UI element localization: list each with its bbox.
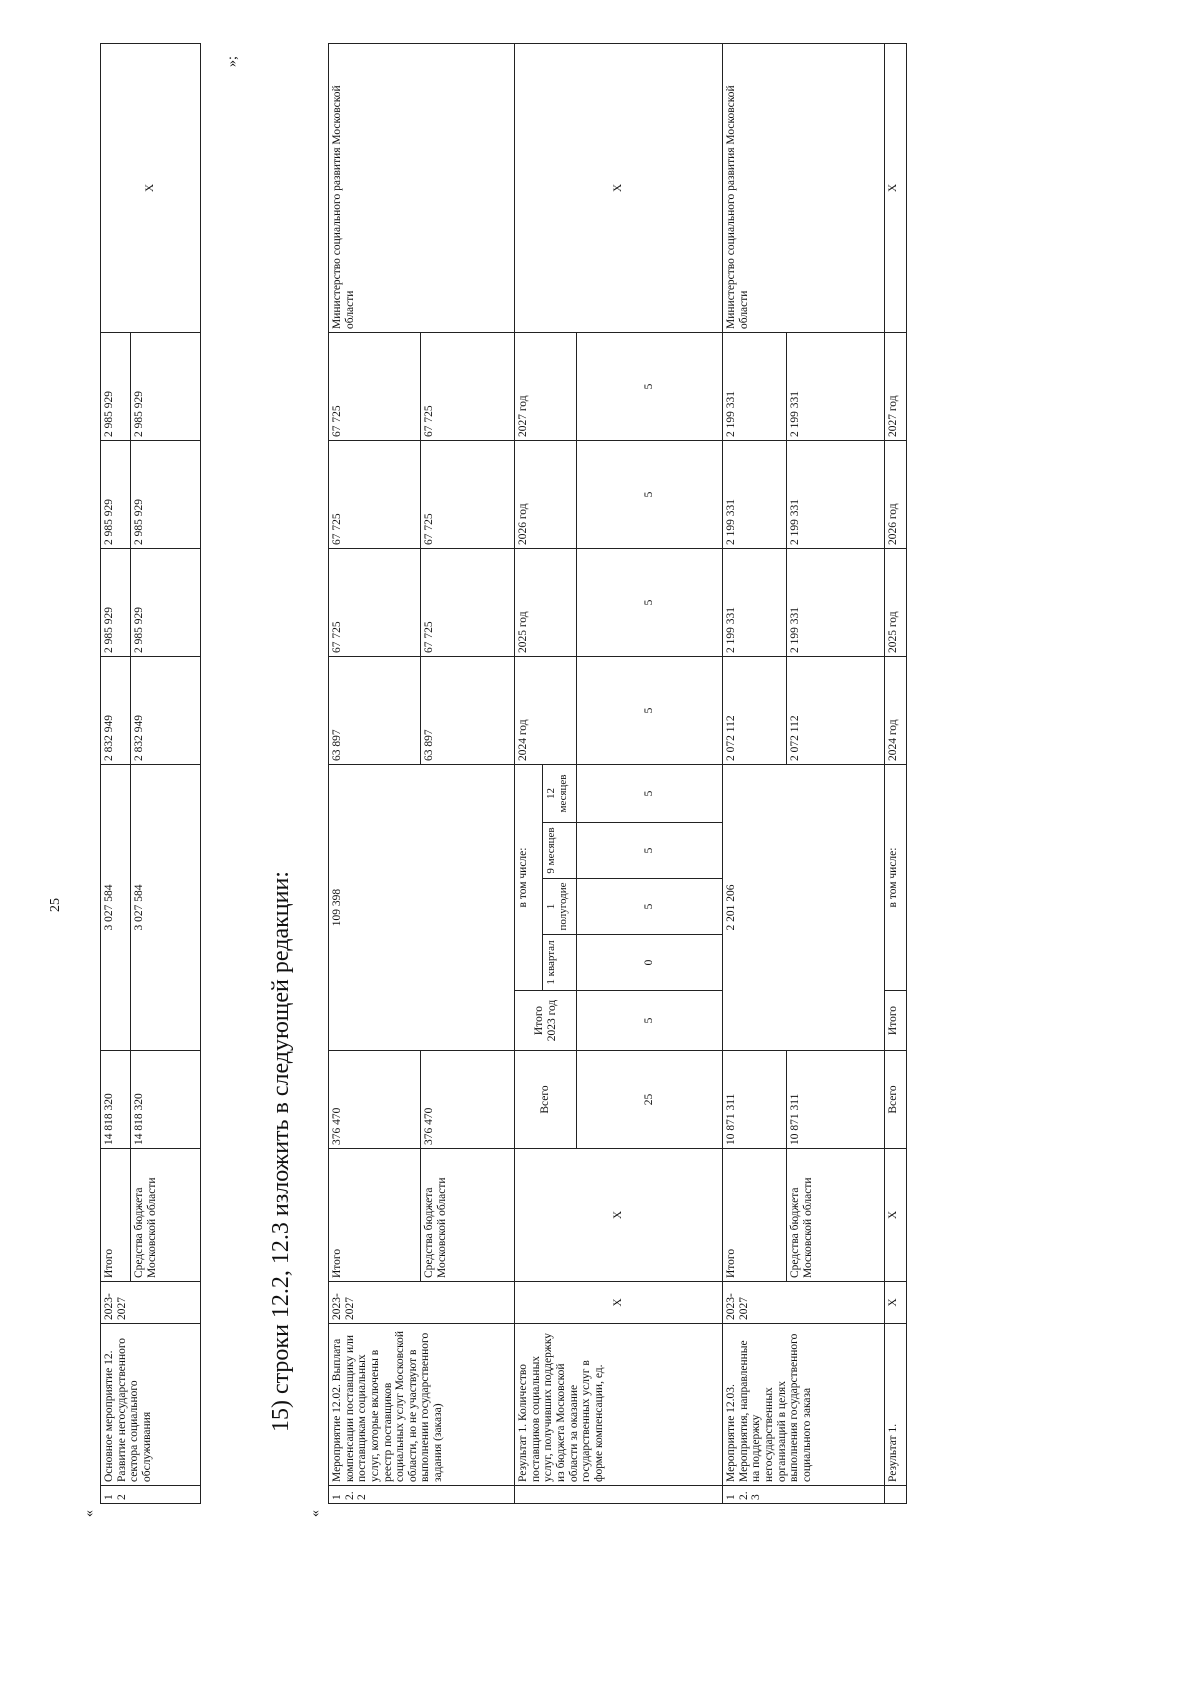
value-2023: 3 027 584: [131, 765, 201, 1051]
value-2024: 2 072 112: [723, 657, 787, 765]
result-2026: 5: [577, 441, 723, 549]
row-number: 12: [101, 1486, 201, 1504]
source-total: Итого: [101, 1149, 131, 1282]
result-9-months: 5: [577, 823, 723, 879]
value-2023: 2 201 206: [723, 765, 885, 1051]
value-2026: 67 725: [421, 441, 515, 549]
period: 2023-2027: [329, 1282, 515, 1324]
value-2027: 2 199 331: [787, 333, 885, 441]
value-total: 10 871 311: [723, 1051, 787, 1149]
header-12-months: 12 месяцев: [543, 765, 577, 823]
result-name: Результат 1. Количество поставщиков социальных услуг, получивших поддержку из бюджета Московской области за оказание государственных услуг в форме компенсации, ед.: [515, 1324, 723, 1486]
result-2024: 5: [577, 657, 723, 765]
value-total: 14 818 320: [101, 1051, 131, 1149]
value-2024: 2 832 949: [101, 657, 131, 765]
value-total: 376 470: [421, 1051, 515, 1149]
responsible: Министерство социального развития Московской области: [723, 44, 885, 333]
open-quote: «: [308, 1510, 323, 1517]
value-2024: 63 897: [329, 657, 421, 765]
event-name: Мероприятие 12.02. Выплата компенсации поставщику или поставщикам социальных услуг, которые включены в реестр поставщиков социальных услуг Московской области, но не участвуют в выполнении государственного задания (заказа): [329, 1324, 515, 1486]
table-rows-12-2-12-3: [328, 43, 907, 1504]
result-name: Результат 1.: [885, 1324, 907, 1486]
header-itogo-2023: Итого 2023 год: [515, 991, 577, 1051]
value-2026: 2 985 929: [101, 441, 131, 549]
header-total: Всего: [515, 1051, 577, 1149]
source-total: Итого: [723, 1149, 787, 1282]
period-cross: Х: [515, 1282, 723, 1324]
responsible-cross: Х: [515, 44, 723, 333]
header-q1: 1 квартал: [543, 935, 577, 991]
value-2026: 2 199 331: [787, 441, 885, 549]
header-half-year: 1 полугодие: [543, 879, 577, 935]
source-cross: Х: [515, 1149, 723, 1282]
value-2024: 63 897: [421, 657, 515, 765]
header-2025: 2025 год: [515, 549, 577, 657]
result-q1: 0: [577, 935, 723, 991]
header-2025: 2025 год: [885, 549, 907, 657]
header-9-months: 9 месяцев: [543, 823, 577, 879]
header-2026: 2026 год: [515, 441, 577, 549]
open-quote: «: [82, 1510, 97, 1517]
result-total: 25: [577, 1051, 723, 1149]
header-including: в том числе:: [885, 765, 907, 991]
period: 2023-2027: [101, 1282, 201, 1324]
value-2027: 67 725: [329, 333, 421, 441]
value-2026: 67 725: [329, 441, 421, 549]
header-2027: 2027 год: [515, 333, 577, 441]
period: 2023-2027: [723, 1282, 885, 1324]
result-12-months: 5: [577, 765, 723, 823]
event-name: Основное мероприятие 12. Развитие негосударственного сектора социального обслуживания: [101, 1324, 201, 1486]
section-heading: 15) строки 12.2, 12.3 изложить в следующей редакции:: [268, 871, 294, 1432]
value-2027: 2 985 929: [131, 333, 201, 441]
header-2024: 2024 год: [515, 657, 577, 765]
period-cross: Х: [885, 1282, 907, 1324]
value-2023: 3 027 584: [101, 765, 131, 1051]
value-total: 14 818 320: [131, 1051, 201, 1149]
value-2027: 2 985 929: [101, 333, 131, 441]
source-budget: Средства бюджета Московской области: [421, 1149, 515, 1282]
value-2025: 2 985 929: [131, 549, 201, 657]
value-2025: 2 199 331: [723, 549, 787, 657]
source-total: Итого: [329, 1149, 421, 1282]
value-2025: 2 985 929: [101, 549, 131, 657]
source-budget: Средства бюджета Московской области: [131, 1149, 201, 1282]
value-2025: 67 725: [329, 549, 421, 657]
value-2027: 2 199 331: [723, 333, 787, 441]
result-2025: 5: [577, 549, 723, 657]
header-total: Всего: [885, 1051, 907, 1149]
responsible-cross: Х: [885, 44, 907, 333]
header-including: в том числе:: [515, 765, 543, 991]
result-2027: 5: [577, 333, 723, 441]
value-2024: 2 072 112: [787, 657, 885, 765]
result-itogo-2023: 5: [577, 991, 723, 1051]
close-quote: »;: [225, 56, 240, 67]
page-number: 25: [48, 898, 63, 912]
value-2024: 2 832 949: [131, 657, 201, 765]
value-2025: 2 199 331: [787, 549, 885, 657]
result-half-year: 5: [577, 879, 723, 935]
responsible: Министерство социального развития Московской области: [329, 44, 515, 333]
row-number: 12.2: [329, 1486, 515, 1504]
source-cross: Х: [885, 1149, 907, 1282]
responsible-cross: Х: [101, 44, 201, 333]
row-number: 12.3: [723, 1486, 885, 1504]
value-2026: 2 985 929: [131, 441, 201, 549]
value-2027: 67 725: [421, 333, 515, 441]
event-name: Мероприятие 12.03. Мероприятия, направленные на поддержку негосударственных организаций в целях выполнения государственного социального заказа: [723, 1324, 885, 1486]
header-2026: 2026 год: [885, 441, 907, 549]
value-total: 10 871 311: [787, 1051, 885, 1149]
table-row-12: [100, 43, 201, 1504]
value-2023: 109 398: [329, 765, 515, 1051]
header-2024: 2024 год: [885, 657, 907, 765]
value-2026: 2 199 331: [723, 441, 787, 549]
source-budget: Средства бюджета Московской области: [787, 1149, 885, 1282]
value-total: 376 470: [329, 1051, 421, 1149]
header-itogo: Итого: [885, 991, 907, 1051]
header-2027: 2027 год: [885, 333, 907, 441]
value-2025: 67 725: [421, 549, 515, 657]
